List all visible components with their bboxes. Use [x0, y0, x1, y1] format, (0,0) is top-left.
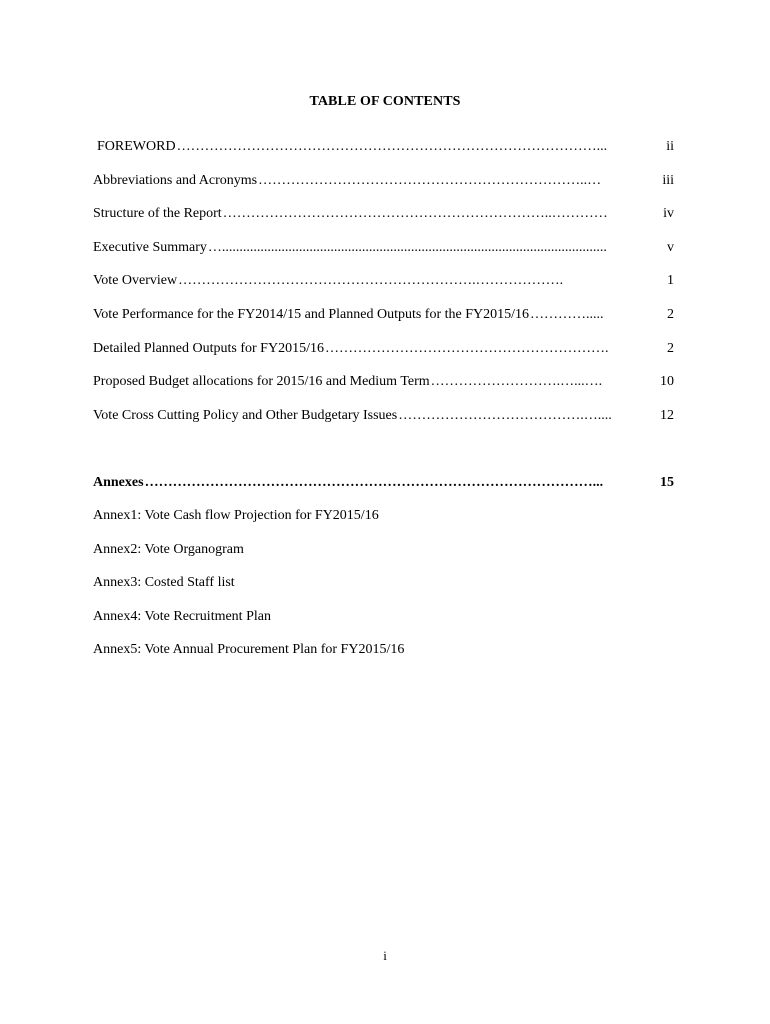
annex-item-5[interactable]: Annex5: Vote Annual Procurement Plan for FY2015/16: [93, 642, 405, 658]
toc-entry-foreword[interactable]: [93, 137, 674, 171]
toc-entry-abbreviations[interactable]: [93, 171, 674, 205]
toc-entry-vote-performance[interactable]: [93, 305, 674, 339]
toc-entry-page: 12: [660, 407, 674, 423]
toc-entry-label: Structure of the Report: [93, 206, 222, 222]
annex-item-2[interactable]: Annex2: Vote Organogram: [93, 541, 244, 557]
toc-leader-dots: ……………………………………………………………………………………...: [144, 475, 604, 490]
toc-entry-page: iii: [662, 172, 674, 188]
toc-entry-page: ii: [666, 139, 674, 154]
toc-leader-dots: ……………………………………………………………..…………: [222, 206, 608, 222]
toc-entry-label: Vote Overview: [93, 273, 178, 289]
toc-entry-label: Detailed Planned Outputs for FY2015/16: [93, 340, 324, 356]
toc-leader-dots: …………………………………………………….: [324, 340, 609, 356]
toc-entry-structure[interactable]: [93, 204, 674, 238]
toc-entry-page: 15: [660, 475, 674, 490]
toc-entry-label: Abbreviations and Acronyms: [93, 172, 258, 188]
annex-list: [93, 506, 674, 674]
page-number: i: [383, 948, 387, 963]
annex-item-3[interactable]: Annex3: Costed Staff list: [93, 575, 235, 591]
toc-leader-dots: ………………………………….…....: [398, 407, 612, 423]
toc-entry-detailed-outputs[interactable]: [93, 339, 674, 373]
toc-entry-vote-overview[interactable]: [93, 271, 674, 305]
toc-entry-annexes[interactable]: [93, 473, 674, 493]
toc-entry-label: Vote Performance for the FY2014/15 and Planned Outputs for the FY2015/16: [93, 306, 530, 322]
toc-entry-page: v: [667, 239, 674, 255]
toc-entry-label: Vote Cross Cutting Policy and Other Budgetary Issues: [93, 407, 398, 423]
toc-entry-label: FOREWORD: [97, 139, 176, 154]
toc-entry-page: 10: [660, 374, 674, 390]
toc-entry-page: 2: [667, 306, 674, 322]
toc-entry-cross-cutting[interactable]: [93, 406, 674, 440]
toc-leader-dots: ……………………………………………………………..…: [258, 172, 602, 188]
toc-entry-page: iv: [663, 206, 674, 222]
toc-leader-dots: ………………………………………………………………………………...: [176, 139, 608, 154]
toc-entry-label: Proposed Budget allocations for 2015/16 and Medium Term: [93, 374, 430, 390]
toc-leader-dots: ………….....: [530, 306, 604, 322]
toc-entry-label: Executive Summary: [93, 239, 207, 255]
toc-leader-dots: ……………………….…...….: [430, 374, 603, 390]
toc-list: [93, 137, 674, 439]
toc-entry-executive-summary[interactable]: [93, 238, 674, 272]
annex-item-4[interactable]: Annex4: Vote Recruitment Plan: [93, 608, 271, 624]
toc-leader-dots: ……………………………………………………….……………….: [178, 273, 564, 289]
toc-entry-page: 1: [667, 273, 674, 289]
annexes-heading: Annexes: [93, 475, 144, 490]
toc-entry-page: 2: [667, 340, 674, 356]
toc-entry-budget-allocations[interactable]: [93, 372, 674, 406]
page-title: TABLE OF CONTENTS: [309, 94, 461, 109]
annex-item-1[interactable]: Annex1: Vote Cash flow Projection for FY2015/16: [93, 508, 379, 523]
toc-leader-dots: …..............................................................................................................: [207, 239, 607, 255]
